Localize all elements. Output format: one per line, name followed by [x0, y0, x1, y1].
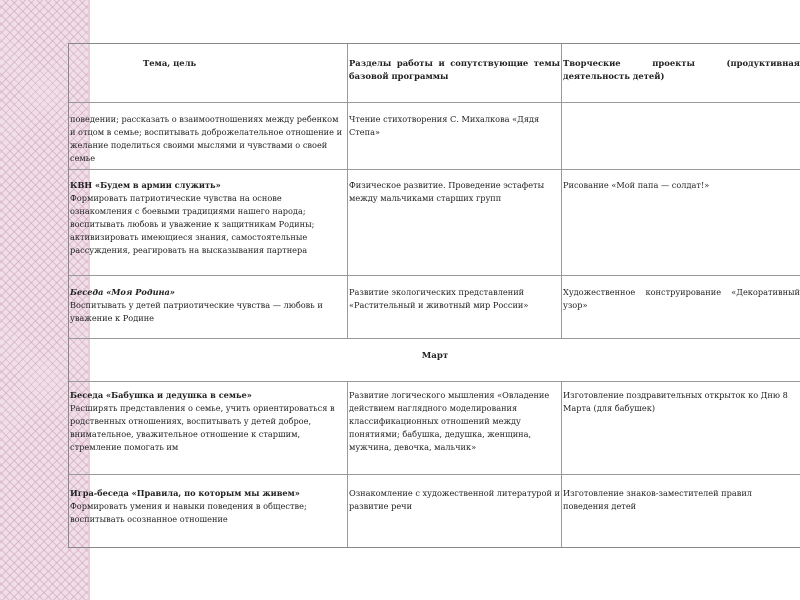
theme-cell	[69, 170, 348, 275]
month-row	[69, 339, 800, 382]
projects-cell	[562, 170, 800, 275]
theme-cell	[69, 475, 348, 547]
header-sections-text: Разделы работы и сопутствующие темы базовой программы	[349, 58, 560, 81]
theme-cell	[69, 382, 348, 474]
table-row	[69, 382, 800, 475]
sections-cell	[348, 103, 562, 169]
projects-cell	[562, 475, 800, 547]
header-theme-text: Тема, цель	[143, 58, 197, 68]
projects-cell	[562, 382, 800, 474]
theme-cell	[69, 103, 348, 169]
header-theme	[69, 44, 348, 102]
theme-text: поведении; рассказать о взаимоотношениях между ребенком и отцом в семье; воспитывать доброжелательное отношение и желание поделиться своими мыслями и чувствами о своей семье	[70, 114, 343, 163]
sections-text: Развитие экологических представлений «Растительный и животный мир России»	[349, 287, 529, 310]
table-row	[69, 475, 800, 547]
sections-text: Физическое развитие. Проведение эстафеты между мальчиками старших групп	[349, 180, 545, 203]
table-header-row	[69, 44, 800, 103]
sections-text: Чтение стихотворения С. Михалкова «Дядя Степа»	[349, 114, 540, 137]
projects-text: Изготовление поздравительных открыток ко Дню 8 Марта (для бабушек)	[563, 390, 788, 413]
theme-title: Игра-беседа «Правила, по которым мы живем»	[70, 488, 300, 498]
month-label: Март	[421, 351, 449, 361]
header-sections	[348, 44, 562, 102]
sections-text: Развитие логического мышления «Овладение действием наглядного моделирования классификационных отношений между понятиями; бабушка, дедушка, женщина, мужчина, девочка, мальчик»	[349, 390, 550, 452]
sections-cell	[348, 475, 562, 547]
theme-text: Формировать умения и навыки поведения в обществе; воспитывать осознанное отношение	[70, 501, 307, 524]
header-projects-text: Творческие проекты (продуктивная деятельность детей)	[563, 58, 800, 81]
theme-title: Беседа «Моя Родина»	[70, 287, 175, 297]
projects-text: Художественное конструирование «Декоративный узор»	[563, 287, 800, 310]
theme-title: Беседа «Бабушка и дедушка в семье»	[70, 390, 252, 400]
table-row	[69, 276, 800, 339]
theme-text: Расширять представления о семье, учить ориентироваться в родственных отношениях, воспитывать у детей доброе, внимательное, уважительное отношение к старшим, стремление помогать им	[70, 403, 335, 452]
theme-title: КВН «Будем в армии служить»	[70, 180, 221, 190]
header-projects	[562, 44, 800, 102]
sections-cell	[348, 382, 562, 474]
projects-text: Рисование «Мой папа — солдат!»	[563, 180, 710, 190]
projects-text: Изготовление знаков-заместителей правил поведения детей	[563, 488, 752, 511]
sections-cell	[348, 170, 562, 275]
theme-text: Воспитывать у детей патриотические чувства — любовь и уважение к Родине	[70, 300, 323, 323]
table-row	[69, 103, 800, 170]
projects-cell	[562, 103, 800, 169]
theme-text: Формировать патриотические чувства на основе ознакомления с боевыми традициями нашего народа; воспитывать любовь и уважение к защитникам Родины; активизировать имеющиеся знания, самостоятельные рассуждения, реагировать на высказывания партнера	[70, 193, 315, 255]
projects-cell	[562, 276, 800, 338]
table-row	[69, 170, 800, 276]
plan-table	[68, 43, 800, 548]
sections-text: Ознакомление с художественной литературой и развитие речи	[349, 488, 560, 511]
theme-cell	[69, 276, 348, 338]
sections-cell	[348, 276, 562, 338]
